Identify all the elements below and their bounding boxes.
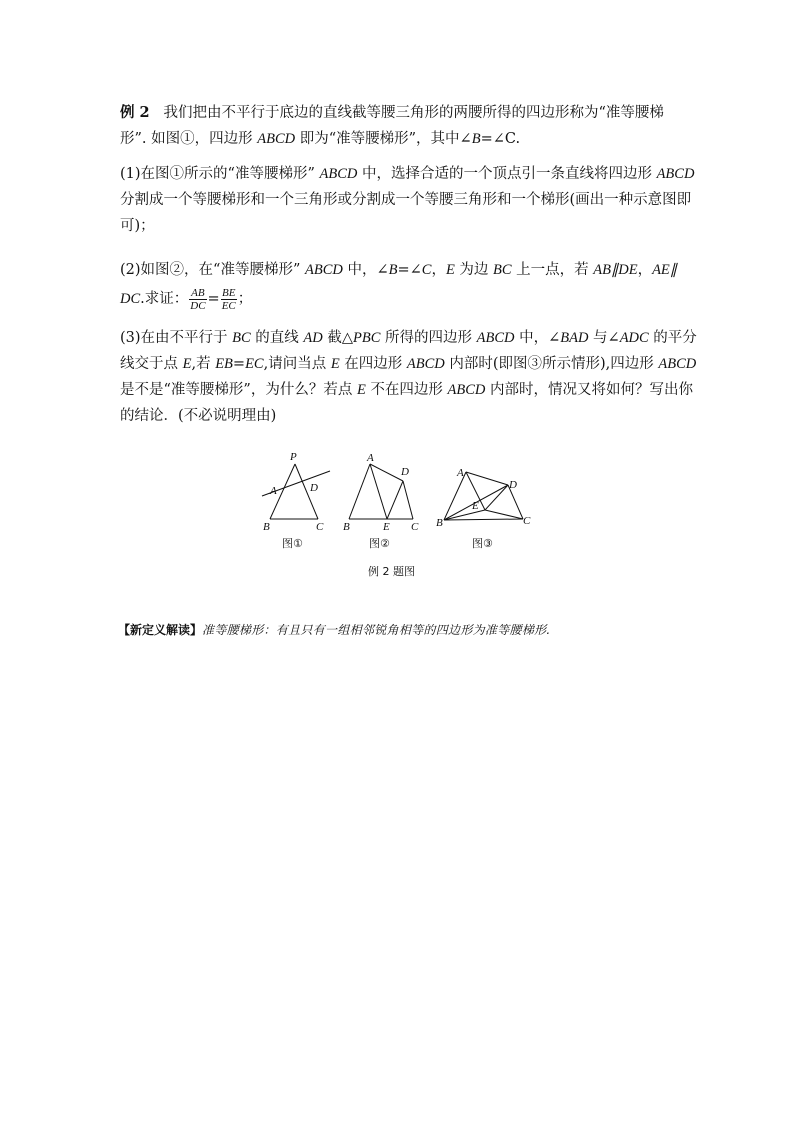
fig2-label-a: A xyxy=(367,452,374,464)
part-text: (3)在由不平行于 xyxy=(120,330,233,346)
intro-text: =∠C. xyxy=(480,131,521,147)
intro-text: 形”. 如图①，四边形 xyxy=(120,131,258,147)
math-var: ABCD xyxy=(656,166,695,182)
fig2-side-ab xyxy=(349,464,370,519)
fig2-seg-de xyxy=(387,481,403,519)
part-text: ,请问当点 xyxy=(263,356,331,372)
part-text: 可)； xyxy=(120,218,155,234)
part-text: =∠ xyxy=(397,262,422,278)
part-text: 内部时，情况又将如何？写出你 xyxy=(485,382,693,398)
part-text: 是不是“准等腰梯形”，为什么？若点 xyxy=(120,382,357,398)
fig2-side-dc xyxy=(403,481,413,519)
math-var: C xyxy=(421,262,432,278)
fraction-ab-dc xyxy=(189,287,206,312)
fig2-label-e: E xyxy=(383,521,390,533)
math-var: ABCD xyxy=(447,382,486,398)
part-text: 与∠ xyxy=(588,330,620,346)
math-var: AD xyxy=(303,330,323,346)
equals-sign: = xyxy=(207,291,220,307)
math-var: EC xyxy=(245,356,264,372)
math-var: ABCD xyxy=(319,166,358,182)
math-var: ADC xyxy=(619,330,649,346)
part-text: 线交于点 xyxy=(120,356,183,372)
part-text: ； xyxy=(237,291,253,307)
note-body: 准等腰梯形：有且只有一组相邻锐角相等的四边形为准等腰梯形. xyxy=(202,623,551,637)
math-var: DC xyxy=(120,291,141,307)
fig3-side-ad xyxy=(466,472,508,485)
part-text: 的平分 xyxy=(648,330,697,346)
math-var: BAD xyxy=(560,330,589,346)
fig1-label-c: C xyxy=(316,521,324,533)
fig3-label-d: D xyxy=(509,479,517,491)
math-var: AB∥DE xyxy=(593,262,638,278)
problem-part-2 xyxy=(120,257,680,315)
intro-text: 我们把由不平行于底边的直线截等腰三角形的两腰所得的四边形称为“准等腰梯 xyxy=(163,105,664,121)
fig1-label-d: D xyxy=(310,482,318,494)
math-var: E xyxy=(182,356,192,372)
part-text: 所得的四边形 xyxy=(380,330,477,346)
math-var: ABCD xyxy=(257,131,296,147)
part-text: ， xyxy=(431,262,446,278)
math-var: AE∥ xyxy=(652,262,678,278)
fig1-label-b: B xyxy=(263,521,270,533)
fig2-caption: 图② xyxy=(369,537,390,550)
part-text: ,若 xyxy=(191,356,216,372)
part-text: .求证： xyxy=(140,291,189,307)
fraction-denominator: DC xyxy=(190,299,206,312)
math-var: EB xyxy=(215,356,233,372)
fig1-label-p: P xyxy=(290,451,297,463)
fig3-label-b: B xyxy=(436,517,443,529)
fig1-caption: 图① xyxy=(282,537,303,550)
part-text: 内部时(即图③所示情形),四边形 xyxy=(444,356,659,372)
part-text: (1)在图①所示的“准等腰梯形” xyxy=(120,166,320,182)
intro-text: 即为“准等腰梯形”，其中∠ xyxy=(295,131,472,147)
fig3-seg-eb xyxy=(444,510,485,520)
math-var: B xyxy=(388,262,398,278)
math-var: ABCD xyxy=(658,356,697,372)
fig3-caption: 图③ xyxy=(472,537,493,550)
fraction-denominator: EC xyxy=(221,299,236,312)
fraction-numerator: BE xyxy=(222,286,236,299)
math-var: E xyxy=(356,382,366,398)
problem-part-1 xyxy=(120,161,695,239)
math-var: ABCD xyxy=(476,330,515,346)
fig2-seg-ae xyxy=(370,464,387,519)
problem-part-3 xyxy=(120,325,697,429)
math-var: BC xyxy=(232,330,251,346)
definition-note xyxy=(118,620,551,640)
problem-label: 例 2 xyxy=(120,104,150,121)
part-text: (2)如图②，在“准等腰梯形” xyxy=(120,262,305,278)
part-text: 截△ xyxy=(322,330,354,346)
part-text: 上一点，若 xyxy=(511,262,594,278)
fig3-label-e: E xyxy=(472,500,479,512)
fig3-side-ab xyxy=(444,472,466,520)
math-var: E xyxy=(445,262,455,278)
problem-intro xyxy=(120,100,680,152)
fig2-label-d: D xyxy=(401,466,409,478)
part-text: 的结论．(不必说明理由) xyxy=(120,408,277,424)
part-text: ， xyxy=(637,262,653,278)
part-text: 的直线 xyxy=(250,330,304,346)
fig2-label-b: B xyxy=(343,521,350,533)
fig3-label-c: C xyxy=(523,515,531,527)
note-tag: 【新定义解读】 xyxy=(118,623,203,637)
math-var: PBC xyxy=(353,330,381,346)
math-var: ABCD xyxy=(406,356,445,372)
part-text: 在四边形 xyxy=(339,356,407,372)
math-var: ABCD xyxy=(304,262,343,278)
fig3-seg-ec xyxy=(485,510,523,519)
math-var: BC xyxy=(493,262,512,278)
fig2-label-c: C xyxy=(411,521,419,533)
fraction-numerator: AB xyxy=(191,286,205,299)
part-text: 分割成一个等腰梯形和一个三角形或分割成一个等腰三角形和一个梯形(画出一种示意图即 xyxy=(120,192,692,208)
fig3-label-a: A xyxy=(457,467,464,479)
fraction-be-ec xyxy=(221,287,237,312)
part-text: 中，∠ xyxy=(342,262,389,278)
math-var: B xyxy=(471,131,481,147)
part-text: 不在四边形 xyxy=(365,382,448,398)
part-text: 中，∠ xyxy=(514,330,561,346)
fig3-seg-de xyxy=(485,485,508,510)
math-var: E xyxy=(330,356,340,372)
fig1-label-a: A xyxy=(270,485,277,497)
fig3-base-bc xyxy=(444,519,523,520)
figures-caption: 例 2 题图 xyxy=(368,565,415,578)
part-text: 中，选择合适的一个顶点引一条直线将四边形 xyxy=(357,166,657,182)
figures-panel xyxy=(250,448,550,583)
part-text: = xyxy=(232,356,246,372)
part-text: 为边 xyxy=(454,262,494,278)
